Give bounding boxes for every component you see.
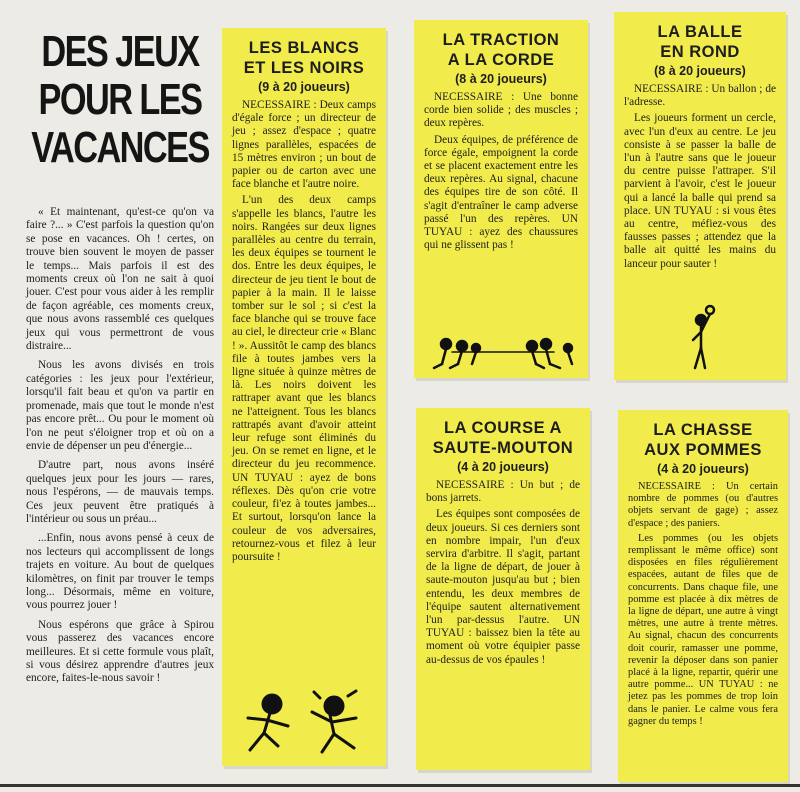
- intro-paragraph: « Et maintenant, qu'est-ce qu'on va faire ?... » C'est parfois la question qu'on se pose en vacances. Oh ! certes, on trouve bien souvent le moyen de passer le temps... Mais parfois il est des moments creux où l'on ne sait à quoi jouer. C'est pour vous aider à les remplir de façon agréable, ces moments creux, que nous avons rassemblé ces quelques jeux qui vous permettront de vous distraire...: [26, 206, 214, 353]
- players-count: (9 à 20 joueurs): [258, 80, 350, 94]
- card-traction-corde: [414, 20, 588, 378]
- players-count: (8 à 20 joueurs): [455, 72, 547, 86]
- card-balle-rond: [614, 12, 786, 380]
- card-body: NECESSAIRE : Une bonne corde bien solide ; des muscles ; deux repères. Deux équipes, de préférence de force égale, empoignent la corde et se placent exactement entre les deux repères. Au signal, chacune des équipes tire de son côté. Il s'agit d'entraîner le camp adverse passé l'un des repères. UN TUYAU : ayez des chaussures qui ne glissent pas !: [424, 91, 578, 252]
- card-course-saute-mouton: [416, 408, 590, 770]
- page-title: DES JEUX POUR LES VACANCES: [31, 27, 209, 172]
- intro-text: [26, 206, 214, 692]
- card-title: LA CHASSE AUX POMMES: [644, 421, 762, 459]
- card-body: NECESSAIRE : Un ballon ; de l'adresse. Les joueurs forment un cercle, avec l'un d'eux au centre. Le jeu consiste à se passer la balle de l'un à l'autre sans que le joueur du centre puisse l'attraper. S'il parvient à l'avoir, c'est le joueur qui a lancé la balle qui prend sa place. UN TUYAU : si vous êtes au centre, méfiez-vous des fausses passes ; attendez que la balle ait quitté les mains du lanceur pour sauter !: [624, 83, 776, 270]
- card-body: NECESSAIRE : Un but ; de bons jarrets. Les équipes sont composées de deux joueurs. Si ces derniers sont en nombre impair, l'un d'eux servira d'arbitre. Il s'agit, partant de la ligne de départ, de jouer à saute-mouton jusqu'au but ; bien entendu, les deux membres de l'équipe sautent alternativement l'un par-dessus l'autre. UN TUYAU : baissez bien la tête au moment où votre équipier passe au-dessus de vos épaules !: [426, 479, 580, 666]
- card-title: LA BALLE EN ROND: [657, 23, 743, 61]
- card-body: NECESSAIRE : Un certain nombre de pommes (ou d'autres objets servant de gage) ; assez d'espace ; des paniers. Les pommes (ou les objets remplissant le même office) sont disposées en files régulièrement espacées, autant de files que de concurrents. Dans chaque file, une pomme est placée à dix mètres de la ligne de départ, une autre à vingt mètres, une autre à trente mètres. Au signal, chacun des concurrents doit courir, ramasser une pomme, revenir la déposer dans son panier placé à la ligne, repartir, quérir une autre pomme... UN TUYAU : ne jetez pas les pommes de trop loin dans le panier. Le calme vous fera gagner du temps !: [628, 481, 778, 727]
- card-title: LA COURSE A SAUTE-MOUTON: [432, 419, 574, 457]
- intro-paragraph: Nous les avons divisés en trois catégories : les jeux pour l'extérieur, lorsqu'il fait beau et qu'on va partir en promenade, mais que tout le monde n'est pas encore prêt... Ou pour le moment où l'on ne peut s'éloigner trop et où on a envie de dépenser un peu d'énergie...: [26, 359, 214, 452]
- intro-paragraph: ...Enfin, nous avons pensé à ceux de nos lecteurs qui accomplissent de longs trajets en voiture. Au bout de quelques kilomètres, on finit par trouver le temps long... Désormais, même en voiture, vous pourrez jouer !: [26, 532, 214, 612]
- bottom-rule: [0, 784, 800, 787]
- players-count: (4 à 20 joueurs): [457, 460, 549, 474]
- intro-column: [26, 28, 214, 778]
- players-count: (4 à 20 joueurs): [657, 462, 749, 476]
- runners-illustration: [230, 688, 380, 758]
- intro-paragraph: Nous espérons que grâce à Spirou vous passerez des vacances encore meilleures. Et si cette formule vous plaît, si vous désirez apprendre d'autres jeux encore, faites-le-nous savoir !: [26, 618, 214, 685]
- intro-paragraph: D'autre part, nous avons inséré quelques jeux pour les jours — rares, nous l'espérons, — de mauvais temps. Ces jeux peuvent être pratiqués à l'intérieur ou sous un préau...: [26, 459, 214, 525]
- card-body: NECESSAIRE : Deux camps d'égale force ; un directeur de jeu ; assez d'espace ; quatre lignes parallèles, espacées de 15 mètres environ ; un bout de papier ou de carton avec une face blanche et l'autre noire. L'un des deux camps s'appelle les blancs, l'autre les noirs. Rangées sur deux lignes parallèles au centre du terrain, les deux équipes se tournent le dos. Entre les deux équipes, le directeur de jeu tient le bout de papier à la main. Il le laisse tomber sur le sol ; si c'est la face blanche qui se trouve face au ciel, le directeur crie « Blanc ! ». Aussitôt le camp des blancs file à toutes jambes vers la ligne située à quinze mètres de là. Les noirs doivent les rattraper avant que les blancs ne l'atteignent. Tous les blancs rattrapés avant d'avoir atteint leur refuge sont éliminés du jeu. On se remet en ligne, et le directeur du jeu recommence. UN TUYAU : ayez de bons réflexes. Dès qu'on crie votre couleur, fi'ez à toutes jambes... Et surtout, lorsqu'on lance la couleur de vos adversaires, retournez-vous et filez à leur poursuite !: [232, 99, 376, 563]
- card-title: LA TRACTION A LA CORDE: [442, 31, 560, 69]
- card-chasse-pommes: [618, 410, 788, 782]
- card-blancs-noirs: [222, 28, 386, 766]
- tug-of-war-illustration: [428, 330, 578, 372]
- players-count: (8 à 20 joueurs): [654, 64, 746, 78]
- ball-player-illustration: [688, 304, 718, 374]
- card-title: LES BLANCS ET LES NOIRS: [243, 39, 365, 77]
